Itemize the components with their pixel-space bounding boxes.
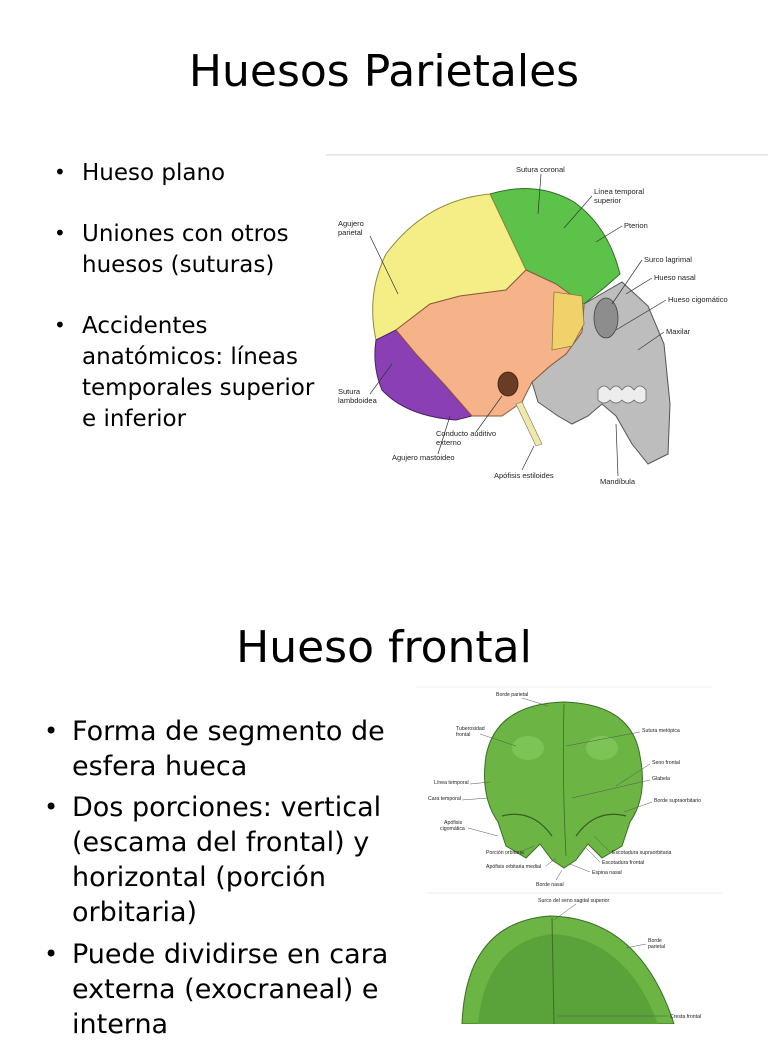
label-cresta-frontal: Cresta frontal xyxy=(670,1014,702,1020)
label-maxilar: Maxilar xyxy=(666,327,691,336)
label-espina-nasal: Espina nasal xyxy=(592,870,622,876)
label-apofisis-orbitaria-medial: Apófisis orbitaria medial xyxy=(486,864,542,870)
label-linea-temporal-superior: superior xyxy=(594,196,622,205)
label-seno-frontal: Seno frontal xyxy=(652,760,680,766)
label-apofisis: Apófisis xyxy=(444,820,463,826)
bullet-list xyxy=(44,714,394,1048)
bullet-item: • Puede dividirse en cara externa (exocraneal) e interna xyxy=(44,937,394,1042)
label-escotadura-frontal: Escotadura frontal xyxy=(602,860,645,866)
bullet-item: • Hueso plano xyxy=(54,158,329,189)
label-apofisis-cigomatica: cigomática xyxy=(440,826,465,832)
label-surco-seno-sagital: Surco del seno sagital superior xyxy=(538,898,610,904)
label-tuberosidad: Tuberosidad xyxy=(456,726,485,732)
label-escotadura-supraorbitaria: Escotadura supraorbitaria xyxy=(612,850,672,856)
label-tuberosidad-frontal: frontal xyxy=(456,732,471,738)
bullet-item: • Uniones con otros huesos (suturas) xyxy=(54,219,329,281)
label-sutura-coronal: Sutura coronal xyxy=(516,165,565,174)
slide-title: Huesos Parietales xyxy=(188,46,580,97)
frontal-bone-anterior-figure xyxy=(416,686,712,892)
label-borde-parietal-inf: parietal xyxy=(648,944,666,950)
label-conducto-auditivo: Conducto auditivo xyxy=(436,429,497,438)
label-sutura-lambdoidea: lambdoidea xyxy=(338,396,377,405)
label-agujero-parietal: parietal xyxy=(338,228,363,237)
slide-huesos-parietales xyxy=(0,0,768,520)
label-agujero-mastoideo: Agujero mastoideo xyxy=(392,453,455,462)
label-pterion: Pterion xyxy=(624,221,648,230)
slide-title: Hueso frontal xyxy=(236,622,532,673)
label-hueso-nasal: Hueso nasal xyxy=(654,273,696,282)
label-borde: Borde xyxy=(648,938,662,944)
bullet-item: • Dos porciones: vertical (escama del frontal) y horizontal (porción orbitaria) xyxy=(44,790,394,930)
label-sutura-metopica: Sutura metópica xyxy=(642,728,680,734)
label-linea-temporal: Línea temporal xyxy=(594,187,645,196)
bullet-list xyxy=(54,158,329,465)
label-borde-nasal: Borde nasal xyxy=(536,882,564,888)
label-cara-temporal: Cara temporal xyxy=(428,796,461,802)
label-linea-temporal: Línea temporal xyxy=(434,780,469,786)
label-apofisis-estiloides: Apófisis estiloides xyxy=(494,471,554,480)
label-surco-lagrimal: Surco lagrimal xyxy=(644,255,692,264)
label-hueso-cigomatico: Hueso cigomático xyxy=(668,295,728,304)
label-sutura: Sutura xyxy=(338,387,361,396)
label-mandibula: Mandíbula xyxy=(600,477,636,486)
bullet-item: • Accidentes anatómicos: líneas temporales superior e inferior xyxy=(54,311,329,435)
label-borde-supraorbitario: Borde supraorbitario xyxy=(654,798,702,804)
bullet-item: • Forma de segmento de esfera hueca xyxy=(44,714,394,784)
label-glabela: Glabela xyxy=(652,776,670,782)
label-agujero: Agujero xyxy=(338,219,364,228)
skull-lateral-figure xyxy=(326,154,768,494)
label-borde-parietal: Borde parietal xyxy=(496,692,529,698)
frontal-bone-internal-figure xyxy=(426,892,722,1024)
label-porcion-orbitaria: Porción orbitaria xyxy=(486,850,524,856)
label-conducto-auditivo-externo: externo xyxy=(436,438,462,447)
slide-hueso-frontal xyxy=(0,580,768,1040)
